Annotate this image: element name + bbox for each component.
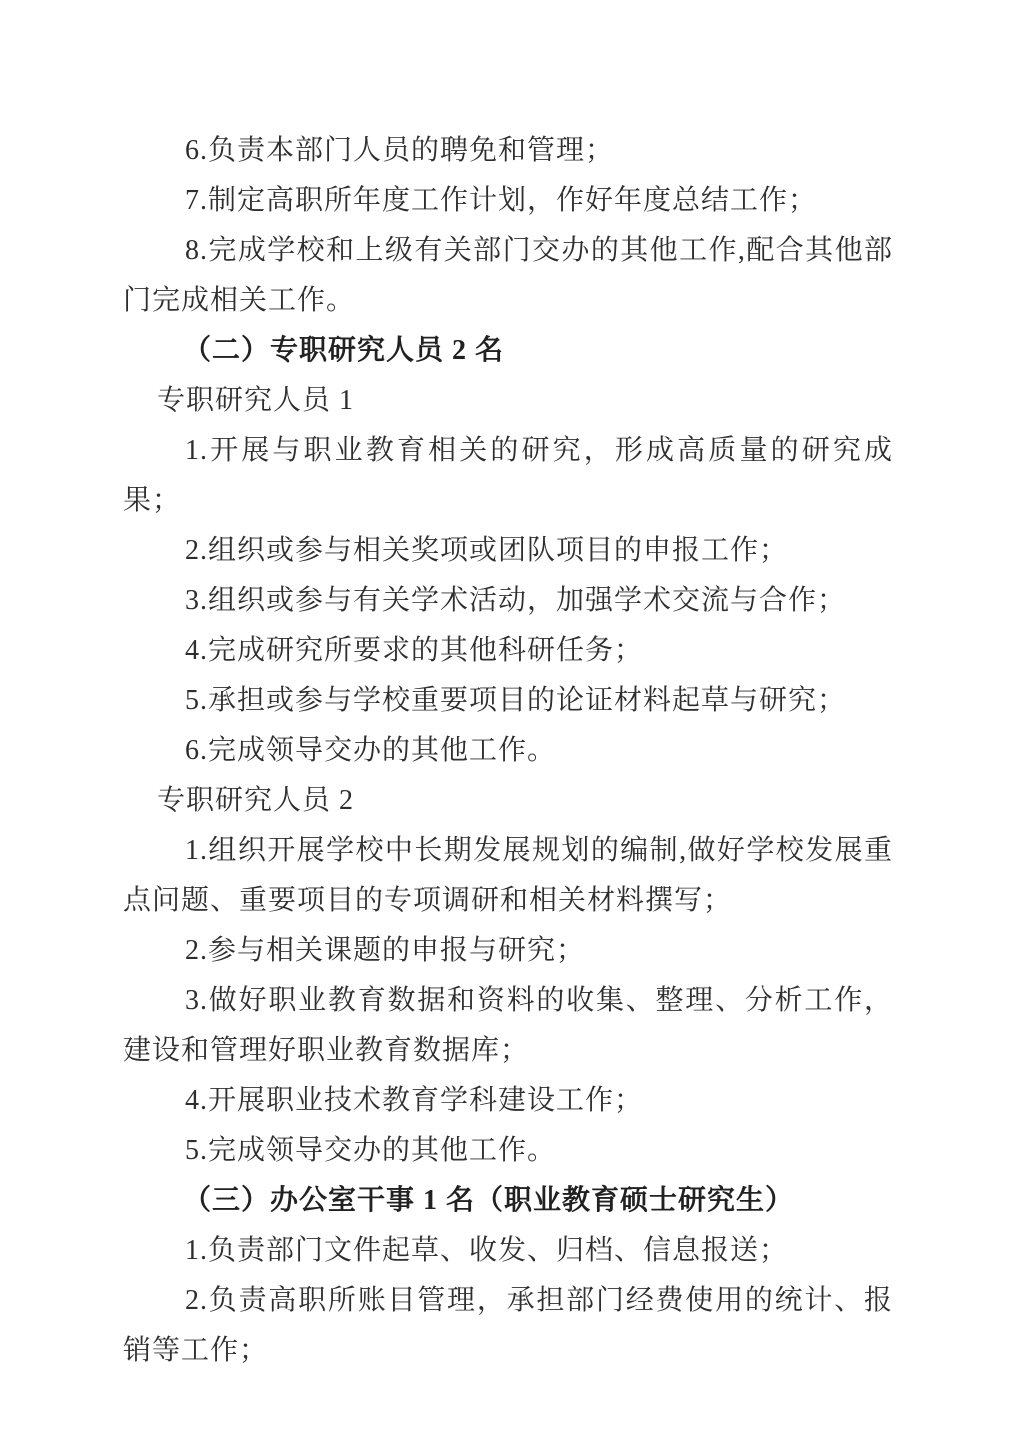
- duty-list-item: 7.制定高职所年度工作计划，作好年度总结工作；: [185, 185, 818, 216]
- duty-list-item: 4.完成研究所要求的其他科研任务；: [185, 635, 644, 666]
- duty-list-item: 1.负责部门文件起草、收发、归档、信息报送；: [185, 1235, 789, 1266]
- duty-list-item: 6.完成领导交办的其他工作。: [185, 735, 557, 766]
- duty-list-item: 4.开展职业技术教育学科建设工作；: [185, 1085, 644, 1116]
- duty-list-item: 1.开展与职业教育相关的研究，形成高质量的研究成果；: [123, 435, 893, 516]
- sub-heading: 专职研究人员 1: [157, 385, 355, 416]
- duty-list-item: 8.完成学校和上级有关部门交办的其他工作,配合其他部门完成相关工作。: [123, 235, 893, 316]
- duty-list-item: 5.完成领导交办的其他工作。: [185, 1135, 557, 1166]
- section-heading: （二）专职研究人员 2 名: [183, 335, 505, 366]
- duty-list-item: 2.参与相关课题的申报与研究；: [185, 935, 586, 966]
- duty-list-item: 1.组织开展学校中长期发展规划的编制,做好学校发展重点问题、重要项目的专项调研和相关材料撰写；: [123, 835, 893, 916]
- sub-heading: 专职研究人员 2: [157, 785, 355, 816]
- duty-list-item: 2.负责高职所账目管理，承担部门经费使用的统计、报销等工作；: [123, 1285, 893, 1366]
- duty-list-item: 3.组织或参与有关学术活动，加强学术交流与合作；: [185, 585, 847, 616]
- document-body: [123, 126, 893, 1376]
- duty-list-item: 3.做好职业教育数据和资料的收集、整理、分析工作，建设和管理好职业教育数据库；: [123, 985, 893, 1066]
- duty-list-item: 6.负责本部门人员的聘免和管理；: [185, 135, 615, 166]
- section-heading: （三）办公室干事 1 名（职业教育硕士研究生）: [183, 1185, 795, 1216]
- duty-list-item: 5.承担或参与学校重要项目的论证材料起草与研究；: [185, 685, 847, 716]
- duty-list-item: 2.组织或参与相关奖项或团队项目的申报工作；: [185, 535, 789, 566]
